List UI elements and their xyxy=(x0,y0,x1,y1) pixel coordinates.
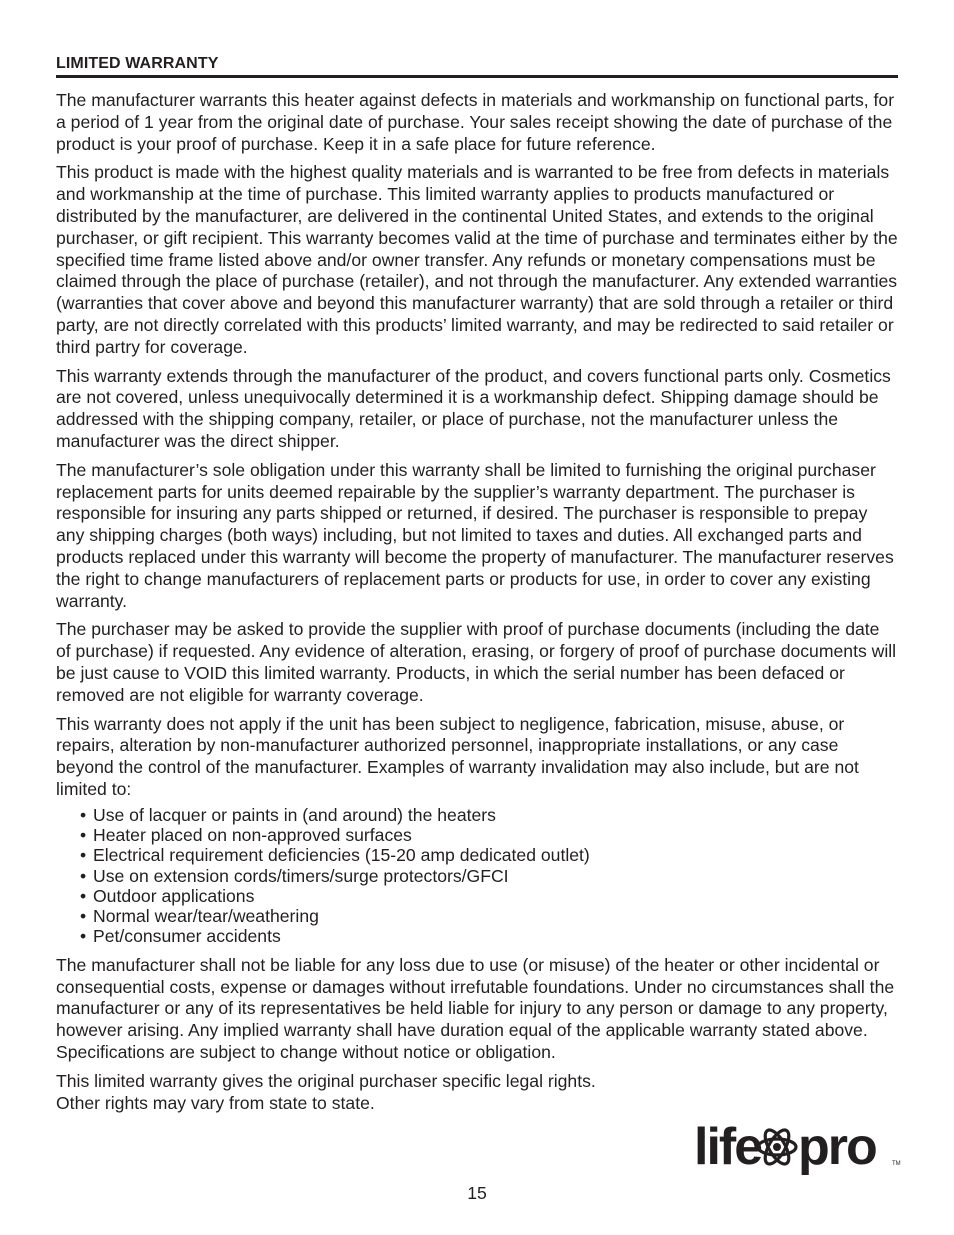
list-item xyxy=(80,825,898,845)
bullet-marker: • xyxy=(80,845,87,866)
bullet-marker: • xyxy=(80,825,87,845)
closing-paragraph xyxy=(56,1071,898,1115)
paragraph: This product is made with the highest quality materials and is warranted to be free from defects in materials and workmanship at the time of purchase. This limited warranty applies to products manufactured or distributed by the manufacturer, are delivered in the continental United States, and extends to the original purchaser, or gift recipient. This warranty becomes valid at the time of purchase and terminates either by the specified time frame listed above and/or owner transfer. Any refunds or monetary compensations must be claimed through the place of purchase (retailer), and not through the manufacturer. Any extended warranties (warranties that cover above and beyond this manufacturer warranty) that are sold through a retailer or third party, are not directly correlated with this products’ limited warranty, and may be redirected to said retailer or third partry for coverage. xyxy=(56,162,898,357)
list-item-text: Use on extension cords/timers/surge protectors/GFCI xyxy=(93,865,509,886)
trademark-mark: TM xyxy=(892,1161,901,1167)
paragraph: The manufacturer warrants this heater against defects in materials and workmanship on functional parts, for a period of 1 year from the original date of purchase. Your sales receipt showing the date of purchase of the product is your proof of purchase. Keep it in a safe place for future reference. xyxy=(56,90,895,154)
warranty-page xyxy=(56,54,898,1121)
list-item-text: Electrical requirement deficiencies (15-20 amp dedicated outlet) xyxy=(93,845,590,866)
logo-text-right: pro xyxy=(798,1118,876,1176)
list-item xyxy=(80,906,898,926)
list-item xyxy=(80,886,898,906)
bullet-marker: • xyxy=(80,906,87,927)
list-item xyxy=(80,845,898,865)
list-item-text: Outdoor applications xyxy=(93,885,255,906)
closing-line-1: This limited warranty gives the original purchaser specific legal rights. xyxy=(56,1070,596,1091)
paragraph: The purchaser may be asked to provide the supplier with proof of purchase documents (including the date of purchase) if requested. Any evidence of alteration, erasing, or forgery of proof of purchase documents will be just cause to VOID this limited warranty. Products, in which the serial number has been defaced or removed are not eligible for warranty coverage. xyxy=(56,619,897,705)
list-item-text: Use of lacquer or paints in (and around) the heaters xyxy=(93,804,496,825)
atom-icon xyxy=(758,1127,796,1168)
list-item-text: Pet/consumer accidents xyxy=(93,926,281,947)
bullet-marker: • xyxy=(80,865,87,886)
lifepro-logo xyxy=(692,1112,902,1182)
page-number: 15 xyxy=(467,1183,487,1203)
paragraph: This warranty extends through the manufacturer of the product, and covers functional parts only. Cosmetics are not covered, unless unequivocally determined it is a workmanship defect. Shipping damage should be addressed with the shipping company, retailer, or place of purchase, not the manufacturer unless the manufacturer was the direct shipper. xyxy=(56,365,891,451)
list-item xyxy=(80,926,898,946)
list-item-text: Heater placed on non-approved surfaces xyxy=(93,825,412,845)
paragraph: This warranty does not apply if the unit has been subject to negligence, fabrication, misuse, abuse, or repairs, alteration by non-manufacturer authorized personnel, inappropriate installations, or any case beyond the control of the manufacturer. Examples of warranty invalidation may also include, but are not limited to: xyxy=(56,713,859,799)
bullet-marker: • xyxy=(80,885,87,906)
list-item-text: Normal wear/tear/weathering xyxy=(93,906,319,927)
logo-text-left: life xyxy=(694,1118,762,1176)
closing-line-2: Other rights may vary from state to state. xyxy=(56,1092,375,1113)
paragraph: The manufacturer’s sole obligation under this warranty shall be limited to furnishing the original purchaser replacement parts for units deemed repairable by the supplier’s warranty department. The purchaser is responsible for insuring any parts shipped or returned, if desired. The purchaser is responsible to prepay any shipping charges (both ways) including, but not limited to taxes and duties. All exchanged parts and products replaced under this warranty will become the property of manufacturer. The manufacturer reserves the right to change manufacturers of replacement parts or products for use, in order to cover any existing warranty. xyxy=(56,459,894,611)
list-item xyxy=(80,805,898,825)
section-heading: LIMITED WARRANTY xyxy=(56,54,898,78)
list-item xyxy=(80,866,898,886)
bullet-marker: • xyxy=(80,804,87,825)
invalidation-list xyxy=(80,805,898,947)
bullet-marker: • xyxy=(80,926,87,947)
liability-paragraph: The manufacturer shall not be liable for any loss due to use (or misuse) of the heater or other incidental or consequential costs, expense or damages without irrefutable foundations. Under no circumstances shall the manufacturer or any of its representatives be held liable for injury to any person or damage to any property, however arising. Any implied warranty shall have duration equal of the applicable warranty stated above. Specifications are subject to change without notice or obligation. xyxy=(56,954,895,1062)
